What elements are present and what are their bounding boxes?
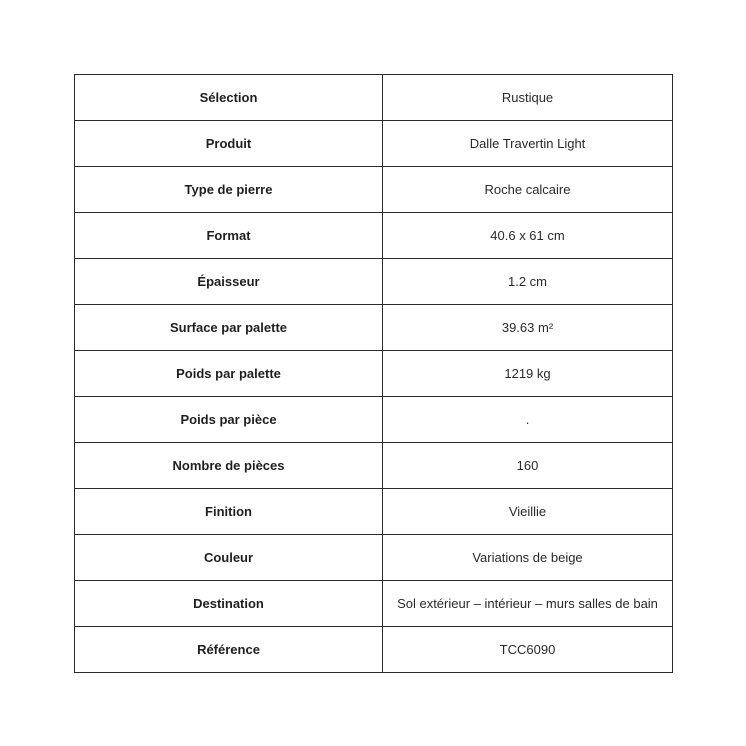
table-row	[75, 259, 673, 305]
spec-value: Rustique	[383, 75, 673, 121]
table-row	[75, 213, 673, 259]
table-row	[75, 627, 673, 673]
spec-label: Épaisseur	[75, 259, 383, 305]
table-row	[75, 121, 673, 167]
spec-value: .	[383, 397, 673, 443]
spec-value: 1.2 cm	[383, 259, 673, 305]
spec-label: Sélection	[75, 75, 383, 121]
spec-label: Format	[75, 213, 383, 259]
spec-value: 160	[383, 443, 673, 489]
spec-label: Poids par pièce	[75, 397, 383, 443]
spec-label: Destination	[75, 581, 383, 627]
table-row	[75, 351, 673, 397]
spec-label: Nombre de pièces	[75, 443, 383, 489]
table-row	[75, 489, 673, 535]
spec-label: Type de pierre	[75, 167, 383, 213]
table-row	[75, 443, 673, 489]
spec-value: TCC6090	[383, 627, 673, 673]
spec-label: Référence	[75, 627, 383, 673]
spec-label: Produit	[75, 121, 383, 167]
spec-value: Sol extérieur – intérieur – murs salles de bain	[383, 581, 673, 627]
spec-value: Dalle Travertin Light	[383, 121, 673, 167]
spec-label: Couleur	[75, 535, 383, 581]
spec-value: Vieillie	[383, 489, 673, 535]
spec-value: 39.63 m²	[383, 305, 673, 351]
spec-value: Roche calcaire	[383, 167, 673, 213]
spec-value: 40.6 x 61 cm	[383, 213, 673, 259]
product-spec-table	[74, 74, 673, 673]
table-row	[75, 167, 673, 213]
table-row	[75, 305, 673, 351]
table-row	[75, 581, 673, 627]
spec-label: Poids par palette	[75, 351, 383, 397]
spec-value: 1219 kg	[383, 351, 673, 397]
table-row	[75, 535, 673, 581]
spec-label: Surface par palette	[75, 305, 383, 351]
spec-value: Variations de beige	[383, 535, 673, 581]
table-row	[75, 75, 673, 121]
table-row	[75, 397, 673, 443]
spec-label: Finition	[75, 489, 383, 535]
